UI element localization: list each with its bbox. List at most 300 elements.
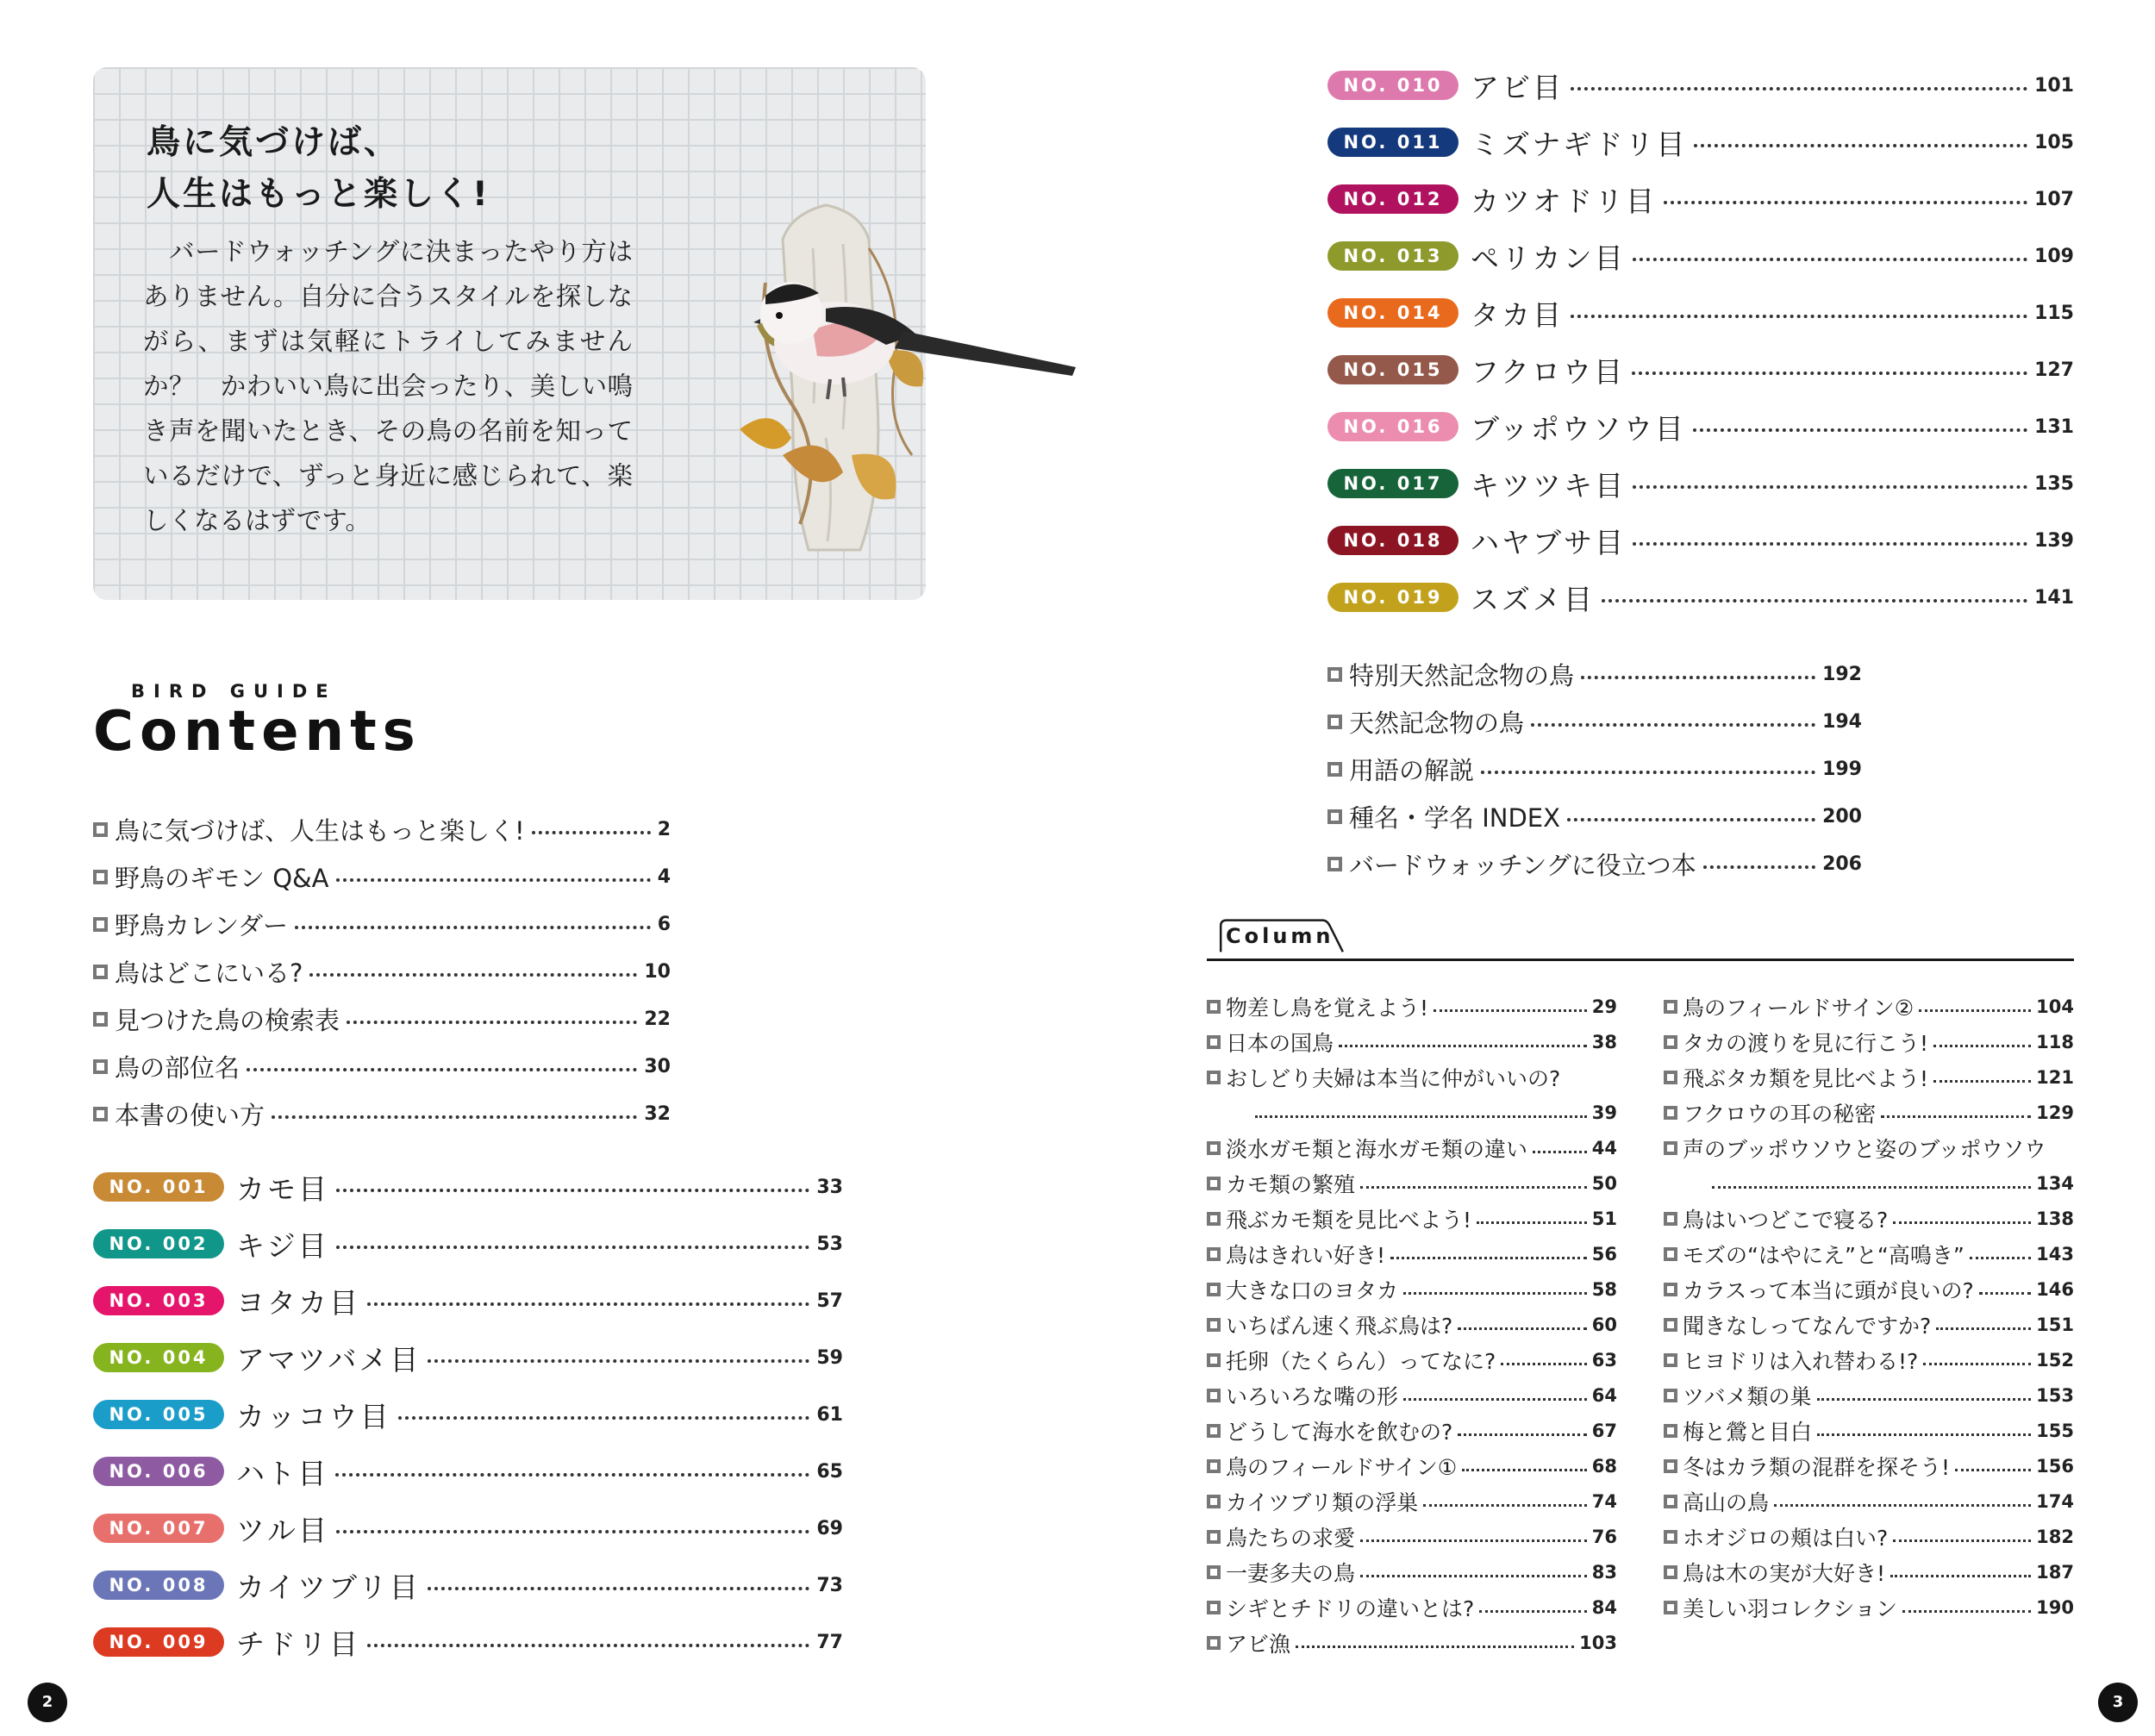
toc-item[interactable] [1327, 703, 1862, 740]
square-bullet-icon [1327, 809, 1342, 824]
column-item-label: モズの“はやにえ”と“高鳴き” [1683, 1243, 1964, 1268]
column-item-page: 129 [2036, 1102, 2074, 1123]
square-bullet-icon [1207, 1459, 1221, 1473]
order-number-badge: NO. 008 [93, 1571, 224, 1600]
toc-page: 32 [644, 1102, 671, 1125]
column-item-page: 146 [2036, 1279, 2074, 1300]
toc-page: 200 [1822, 805, 1862, 827]
leader-dots [1712, 1186, 2031, 1189]
column-item[interactable] [1664, 1520, 2074, 1554]
toc-item[interactable] [93, 858, 671, 896]
leader-dots [1360, 1575, 1587, 1577]
order-page: 101 [2034, 74, 2074, 97]
column-item-label: カイツブリ類の浮巣 [1226, 1490, 1419, 1515]
leader-dots [1255, 1115, 1587, 1118]
leader-dots [247, 1068, 637, 1071]
leader-dots [309, 973, 637, 977]
column-item-label: ヒヨドリは入れ替わる!? [1683, 1349, 1919, 1374]
leader-dots [1933, 1045, 2031, 1047]
square-bullet-icon [1327, 762, 1342, 777]
column-item[interactable] [1664, 1590, 2074, 1625]
square-bullet-icon [1327, 667, 1342, 682]
column-item[interactable] [1664, 1555, 2074, 1589]
square-bullet-icon [93, 917, 108, 932]
column-item-page: 58 [1591, 1279, 1617, 1300]
column-item-label: いちばん速く飛ぶ鳥は? [1226, 1314, 1453, 1339]
square-bullet-icon [93, 1107, 108, 1121]
square-bullet-icon [93, 1059, 108, 1074]
order-name: ミズナギドリ目 [1471, 127, 1688, 161]
square-bullet-icon [1664, 1000, 1677, 1014]
order-page: 105 [2034, 131, 2074, 153]
column-item-label: カラスって本当に頭が良いの? [1683, 1278, 1974, 1303]
leader-dots [1390, 1257, 1587, 1259]
leader-dots [398, 1416, 810, 1420]
order-item[interactable] [93, 1450, 843, 1493]
leader-dots [336, 1246, 810, 1249]
leader-dots [1633, 485, 2027, 489]
leader-dots [1694, 144, 2027, 147]
column-item-label: 鳥のフィールドサイン② [1683, 996, 1915, 1021]
order-item[interactable] [1327, 519, 2074, 562]
column-divider [1207, 959, 2074, 961]
toc-page: 10 [644, 960, 671, 983]
leader-dots [1955, 1469, 2031, 1471]
column-item-label: 一妻多夫の鳥 [1226, 1561, 1356, 1586]
column-item-page: 38 [1591, 1032, 1617, 1052]
column-item[interactable] [1207, 1060, 1617, 1095]
column-item-page: 103 [1579, 1633, 1617, 1653]
column-item-page: 64 [1591, 1385, 1617, 1406]
column-item[interactable] [1664, 1131, 2074, 1165]
square-bullet-icon [93, 822, 108, 837]
square-bullet-icon [1207, 1389, 1221, 1402]
square-bullet-icon [1664, 1247, 1677, 1261]
order-name: タカ目 [1471, 297, 1564, 332]
square-bullet-icon [1207, 1353, 1221, 1367]
column-item[interactable] [1207, 1626, 1617, 1660]
column-item[interactable] [1207, 1131, 1617, 1165]
column-item[interactable] [1207, 1378, 1617, 1413]
toc-label: 鳥に気づけば、人生はもっと楽しく! [115, 815, 525, 846]
leader-dots [1339, 1045, 1587, 1047]
column-item-page: 118 [2036, 1032, 2074, 1052]
column-item-page: 83 [1591, 1562, 1617, 1583]
order-item[interactable] [93, 1393, 843, 1436]
column-item-page: 134 [2036, 1173, 2074, 1194]
square-bullet-icon [1207, 1424, 1221, 1438]
toc-label: 特別天然記念物の鳥 [1349, 660, 1575, 690]
square-bullet-icon [1664, 1071, 1677, 1084]
order-page: 131 [2034, 415, 2074, 438]
order-name: チドリ目 [236, 1627, 360, 1661]
column-item[interactable] [1664, 1449, 2074, 1483]
toc-item[interactable] [1327, 655, 1862, 693]
leader-dots [1360, 1186, 1587, 1189]
toc-label: 本書の使い方 [115, 1100, 265, 1130]
column-item-label: どうして海水を飲むの? [1226, 1420, 1453, 1445]
square-bullet-icon [1664, 1035, 1677, 1049]
leader-dots [1477, 1221, 1587, 1224]
order-item[interactable] [1327, 234, 2074, 278]
column-item-page: 156 [2036, 1456, 2074, 1477]
leader-dots [1581, 676, 1815, 679]
leader-dots [1501, 1363, 1586, 1365]
leader-dots [1571, 87, 2027, 91]
order-item[interactable] [93, 1165, 843, 1208]
toc-page: 30 [644, 1055, 671, 1077]
column-item[interactable] [1664, 1202, 2074, 1236]
order-name: ヨタカ目 [236, 1285, 360, 1320]
column-item-page: 29 [1591, 996, 1617, 1017]
order-number-badge: NO. 015 [1327, 355, 1459, 384]
column-item[interactable] [1664, 1343, 2074, 1377]
series-label: BIRD GUIDE [131, 681, 337, 702]
column-item-page: 155 [2036, 1421, 2074, 1441]
order-page: 109 [2034, 245, 2074, 267]
toc-item[interactable] [1327, 845, 1862, 883]
leader-dots [428, 1587, 810, 1590]
toc-label: 種名・学名 INDEX [1349, 802, 1560, 833]
intro-title-line1: 鳥に気づけば、 [147, 123, 401, 162]
toc-item[interactable] [1327, 750, 1862, 788]
order-name: アビ目 [1471, 70, 1564, 104]
order-page: 53 [816, 1233, 843, 1255]
square-bullet-icon [1664, 1353, 1677, 1367]
column-item-label: 冬はカラ類の混群を探そう! [1683, 1455, 1951, 1480]
column-item-page: 67 [1591, 1421, 1617, 1441]
order-page: 57 [816, 1290, 843, 1312]
square-bullet-icon [1664, 1106, 1677, 1120]
toc-page: 206 [1822, 852, 1862, 875]
leader-dots [1567, 818, 1815, 821]
order-item[interactable] [93, 1564, 843, 1607]
square-bullet-icon [1664, 1601, 1677, 1614]
toc-item[interactable] [93, 952, 671, 990]
square-bullet-icon [1664, 1212, 1677, 1226]
toc-label: 野鳥のギモン Q&A [115, 863, 329, 893]
column-item-page: 187 [2036, 1562, 2074, 1583]
leader-dots [1481, 771, 1815, 774]
leader-dots [1403, 1398, 1587, 1401]
leader-dots [428, 1359, 809, 1363]
order-item[interactable] [93, 1620, 843, 1664]
toc-page: 199 [1822, 758, 1862, 780]
column-item[interactable] [1664, 1237, 2074, 1271]
order-page: 127 [2034, 359, 2074, 381]
column-item[interactable] [1207, 1202, 1617, 1236]
column-item[interactable] [1207, 1166, 1617, 1201]
column-item-page: 60 [1591, 1314, 1617, 1335]
column-item-label: 托卵（たくらん）ってなに? [1226, 1349, 1496, 1374]
toc-label: 用語の解説 [1349, 755, 1475, 785]
order-page: 65 [816, 1460, 843, 1483]
column-item-label: 梅と鶯と目白 [1683, 1420, 1813, 1445]
column-item-page: 84 [1591, 1597, 1617, 1618]
order-page: 139 [2034, 529, 2074, 552]
column-item-label: 日本の国鳥 [1226, 1031, 1334, 1056]
order-number-badge: NO. 005 [93, 1400, 224, 1429]
column-item[interactable] [1664, 1308, 2074, 1342]
square-bullet-icon [1207, 1177, 1221, 1190]
toc-page: 6 [657, 913, 671, 935]
column-item-page: 143 [2036, 1244, 2074, 1265]
leader-dots [1817, 1433, 2031, 1436]
order-item[interactable] [1327, 178, 2074, 221]
order-number-badge: NO. 004 [93, 1343, 224, 1372]
leader-dots [1632, 372, 2027, 375]
column-item-page: 138 [2036, 1208, 2074, 1229]
order-page: 69 [816, 1517, 843, 1539]
contents-heading: Contents [93, 700, 422, 764]
column-item-page: 182 [2036, 1527, 2074, 1547]
leader-dots [336, 1189, 809, 1192]
intro-title [147, 117, 490, 221]
column-item[interactable] [1207, 1449, 1617, 1483]
order-number-badge: NO. 016 [1327, 412, 1459, 441]
order-number-badge: NO. 018 [1327, 526, 1459, 555]
column-item-label: タカの渡りを見に行こう! [1683, 1031, 1929, 1056]
toc-label: 見つけた鳥の検索表 [115, 1005, 340, 1035]
toc-item[interactable] [93, 905, 671, 943]
column-item[interactable] [1207, 1096, 1617, 1130]
order-name: ツル目 [236, 1513, 329, 1547]
leader-dots [532, 831, 651, 834]
order-item[interactable] [1327, 121, 2074, 164]
order-number-badge: NO. 003 [93, 1286, 224, 1315]
column-item[interactable] [1207, 1520, 1617, 1554]
square-bullet-icon [1207, 1071, 1221, 1084]
leader-dots [367, 1302, 809, 1306]
column-item-label: 高山の鳥 [1683, 1490, 1770, 1515]
column-item[interactable] [1664, 1025, 2074, 1059]
leader-dots [1458, 1433, 1586, 1436]
order-item[interactable] [1327, 462, 2074, 505]
column-item-page: 76 [1591, 1527, 1617, 1547]
column-item-label: 大きな口のヨタカ [1226, 1278, 1399, 1303]
order-number-badge: NO. 017 [1327, 469, 1459, 498]
column-item[interactable] [1207, 1590, 1617, 1625]
column-item-page: 121 [2036, 1067, 2074, 1088]
square-bullet-icon [1327, 857, 1342, 871]
leader-dots [1817, 1398, 2032, 1401]
toc-item[interactable] [93, 1095, 671, 1133]
order-number-badge: NO. 001 [93, 1172, 224, 1202]
column-item-page: 63 [1591, 1350, 1617, 1371]
leader-dots [1881, 1115, 2031, 1118]
toc-item[interactable] [93, 1000, 671, 1038]
toc-page: 2 [657, 818, 671, 840]
column-item[interactable] [1207, 1025, 1617, 1059]
order-item[interactable] [93, 1336, 843, 1379]
leader-dots [1531, 723, 1815, 727]
square-bullet-icon [1664, 1495, 1677, 1508]
column-item-page: 152 [2036, 1350, 2074, 1371]
column-item-page: 74 [1591, 1491, 1617, 1512]
leader-dots [347, 1021, 637, 1024]
toc-label: 天然記念物の鳥 [1349, 708, 1525, 738]
order-number-badge: NO. 014 [1327, 298, 1459, 328]
order-name: ハヤブサ目 [1471, 525, 1626, 559]
order-item[interactable] [93, 1507, 843, 1550]
order-name: ペリカン目 [1471, 240, 1626, 275]
column-item-label: 聞きなしってなんですか? [1683, 1314, 1932, 1339]
leader-dots [272, 1115, 637, 1119]
column-item[interactable] [1664, 990, 2074, 1024]
leader-dots [1936, 1327, 2031, 1330]
toc-label: バードウォッチングに役立つ本 [1349, 850, 1696, 880]
long-tailed-tit-illustration [731, 145, 1076, 559]
toc-page: 192 [1822, 663, 1862, 685]
column-item-page: 68 [1591, 1456, 1617, 1477]
column-item[interactable] [1207, 990, 1617, 1024]
leader-dots [1893, 1539, 2031, 1542]
order-name: アマツバメ目 [236, 1342, 422, 1377]
column-item-label: アビ漁 [1226, 1632, 1291, 1657]
column-item[interactable] [1207, 1272, 1617, 1307]
order-name: カモ目 [236, 1171, 329, 1206]
order-page: 107 [2034, 188, 2074, 210]
leader-dots [1571, 315, 2027, 318]
toc-item[interactable] [93, 1047, 671, 1085]
square-bullet-icon [1664, 1459, 1677, 1473]
column-item-label: いろいろな嘴の形 [1226, 1384, 1399, 1409]
intro-body: バードウォッチングに決まったやり方はありません。自分に合うスタイルを探しながら、まずは気軽にトライしてみませんか？ かわいい鳥に出会ったり、美しい鳴き声を聞いたとき、その鳥の名前を知っているだけで、ずっと身近に感じられて、楽しくなるはずです。 [143, 237, 633, 535]
square-bullet-icon [1664, 1318, 1677, 1332]
column-item-page: 190 [2036, 1597, 2074, 1618]
order-item[interactable] [1327, 576, 2074, 619]
square-bullet-icon [1207, 1212, 1221, 1226]
order-item[interactable] [1327, 405, 2074, 448]
column-item-label: 飛ぶタカ類を見比べよう! [1683, 1066, 1929, 1091]
column-item-label: 鳥はいつどこで寝る? [1683, 1208, 1889, 1233]
column-item-page: 151 [2036, 1314, 2074, 1335]
order-name: フクロウ目 [1471, 354, 1626, 389]
leader-dots [336, 878, 651, 882]
order-item[interactable] [1327, 64, 2074, 107]
toc-label: 野鳥カレンダー [115, 910, 289, 940]
column-item-label: 鳥たちの求愛 [1226, 1526, 1356, 1551]
order-item[interactable] [1327, 291, 2074, 334]
square-bullet-icon [1207, 1318, 1221, 1332]
column-item[interactable] [1207, 1343, 1617, 1377]
square-bullet-icon [1207, 1495, 1221, 1508]
toc-label: 鳥の部位名 [115, 1052, 240, 1083]
column-item-page: 56 [1591, 1244, 1617, 1265]
leader-dots [1970, 1257, 2031, 1259]
column-item[interactable] [1207, 1484, 1617, 1519]
column-item-label: フクロウの耳の秘密 [1683, 1102, 1877, 1127]
order-number-badge: NO. 007 [93, 1514, 224, 1543]
leader-dots [336, 1530, 809, 1533]
column-item[interactable] [1664, 1272, 2074, 1307]
leader-dots [1693, 428, 2027, 432]
square-bullet-icon [93, 870, 108, 884]
leader-dots [1774, 1504, 2031, 1507]
order-page: 115 [2034, 302, 2074, 324]
leader-dots [1933, 1080, 2031, 1083]
page-number-right: 3 [2098, 1683, 2138, 1722]
column-item[interactable] [1664, 1414, 2074, 1448]
leader-dots [1296, 1645, 1574, 1648]
square-bullet-icon [1664, 1141, 1677, 1155]
order-name: カツオドリ目 [1471, 184, 1657, 218]
column-item-label: 鳥のフィールドサイン① [1226, 1455, 1458, 1480]
order-item[interactable] [93, 1279, 843, 1322]
order-number-badge: NO. 019 [1327, 583, 1459, 612]
column-item[interactable] [1207, 1414, 1617, 1448]
order-name: ブッポウソウ目 [1471, 411, 1686, 446]
leader-dots [1434, 1009, 1587, 1012]
toc-page: 194 [1822, 710, 1862, 733]
square-bullet-icon [1664, 1283, 1677, 1296]
order-name: キツツキ目 [1471, 468, 1626, 503]
leader-dots [295, 926, 651, 929]
square-bullet-icon [1207, 1565, 1221, 1579]
column-label: Column [1226, 924, 1334, 948]
square-bullet-icon [93, 1012, 108, 1027]
order-number-badge: NO. 006 [93, 1457, 224, 1486]
column-item[interactable] [1207, 1308, 1617, 1342]
leader-dots [1633, 542, 2027, 546]
column-item-page: 44 [1591, 1138, 1617, 1158]
square-bullet-icon [1207, 1283, 1221, 1296]
leader-dots [1664, 201, 2027, 204]
square-bullet-icon [1664, 1530, 1677, 1544]
order-number-badge: NO. 012 [1327, 184, 1459, 214]
column-item-page: 104 [2036, 996, 2074, 1017]
toc-item[interactable] [1327, 797, 1862, 835]
toc-item[interactable] [93, 810, 671, 848]
intro-title-line2: 人生はもっと楽しく! [147, 175, 490, 214]
column-item[interactable] [1664, 1060, 2074, 1095]
order-name: カイツブリ目 [236, 1570, 421, 1604]
leader-dots [1890, 1575, 2031, 1577]
column-item-label: ホオジロの頬は白い? [1683, 1526, 1889, 1551]
leader-dots [1893, 1221, 2031, 1224]
column-item-label: カモ類の繁殖 [1226, 1172, 1356, 1197]
order-name: キジ目 [236, 1228, 329, 1263]
column-item[interactable] [1664, 1096, 2074, 1130]
order-number-badge: NO. 009 [93, 1627, 224, 1657]
leader-dots [1533, 1151, 1587, 1153]
column-item-page: 174 [2036, 1491, 2074, 1512]
square-bullet-icon [1207, 1601, 1221, 1614]
order-name: カッコウ目 [236, 1399, 391, 1433]
order-number-badge: NO. 010 [1327, 71, 1459, 100]
column-item-label: 声のブッポウソウと姿のブッポウソウ [1683, 1137, 2046, 1162]
column-item[interactable] [1207, 1237, 1617, 1271]
order-page: 59 [816, 1346, 843, 1369]
square-bullet-icon [1207, 1530, 1221, 1544]
column-item[interactable] [1664, 1166, 2074, 1201]
leader-dots [1403, 1292, 1587, 1295]
order-page: 73 [816, 1574, 843, 1596]
leader-dots [1902, 1610, 2031, 1613]
column-item-label: ツバメ類の巣 [1683, 1384, 1812, 1409]
leader-dots [1458, 1327, 1586, 1330]
leader-dots [335, 1473, 809, 1477]
column-item[interactable] [1207, 1555, 1617, 1589]
order-item[interactable] [1327, 348, 2074, 391]
order-page: 33 [816, 1176, 843, 1198]
column-item[interactable] [1664, 1378, 2074, 1413]
column-item-page: 153 [2036, 1385, 2074, 1406]
leader-dots [1919, 1009, 2031, 1012]
column-item[interactable] [1664, 1484, 2074, 1519]
order-item[interactable] [93, 1222, 843, 1265]
column-item-label: 物差し鳥を覚えよう! [1226, 996, 1429, 1021]
